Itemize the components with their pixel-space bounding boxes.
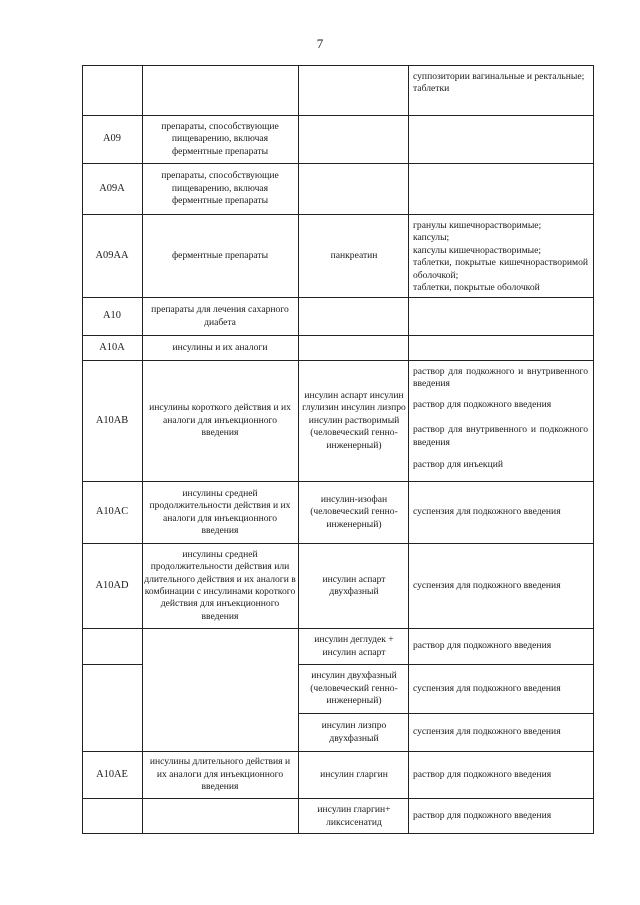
group-name: инсулины длительного действия и их аналоги для инъекционного введения — [149, 756, 291, 793]
substance-name: инсулин гларгин — [320, 768, 388, 780]
substance-name: инсулин аспарт инсулин глулизин инсулин лизпро инсулин растворимый (человеческий генно-инженерный) — [302, 389, 406, 451]
atc-code: A10AB — [95, 414, 129, 426]
dosage-form: таблетки, покрытые оболочкой — [413, 282, 540, 294]
substance-name: инсулин лизпро двухфазный — [321, 720, 387, 744]
dosage-forms-cell — [409, 665, 594, 713]
page-number: 7 — [316, 36, 324, 51]
dosage-form: раствор для подкожного введения — [413, 640, 552, 652]
group-name: препараты, способствующие пищеварению, включая ферментные препараты — [161, 120, 279, 157]
dosage-forms-cell — [409, 752, 594, 798]
substance-name: панкреатин — [330, 249, 378, 261]
atc-code: A09A — [99, 182, 125, 194]
substance-name: инсулин аспарт двухфазный — [322, 573, 386, 597]
substance-name: инсулин двухфазный (человеческий генно-инженерный) — [310, 670, 398, 707]
dosage-forms-cell — [409, 482, 594, 543]
dosage-form: капсулы кишечнорастворимые; — [413, 244, 542, 256]
atc-code: A09 — [103, 133, 121, 145]
atc-code: A10A — [99, 341, 125, 353]
dosage-form: суспензия для подкожного введения — [413, 682, 561, 694]
medication-table — [82, 65, 594, 834]
dosage-form: раствор для подкожного введения — [413, 810, 552, 822]
dosage-form: гранулы кишечнорастворимые; — [413, 220, 542, 231]
dosage-form: раствор для инъекций — [413, 459, 503, 471]
atc-code: A10AC — [95, 506, 129, 518]
dosage-forms-cell — [409, 799, 594, 834]
group-name: инсулины средней продолжительности действия и их аналоги для инъекционного введения — [149, 487, 291, 536]
group-name: инсулины короткого действия и их аналоги для инъекционного введения — [149, 402, 291, 439]
group-name: препараты для лечения сахарного диабета — [151, 304, 289, 328]
dosage-forms-cell — [409, 71, 594, 96]
substance-name: инсулин-изофан (человеческий генно-инженерный) — [310, 493, 398, 530]
atc-code: A10AE — [96, 768, 128, 780]
dosage-form: суспензия для подкожного введения — [413, 726, 561, 738]
dosage-form: таблетки — [413, 83, 450, 95]
substance-name: инсулин гларгин+ ликсисенатид — [317, 804, 391, 828]
dosage-form: таблетки, покрытые кишечнорастворимой оболочкой; — [413, 257, 588, 281]
atc-code: A10AD — [95, 579, 129, 591]
dosage-form: суспензия для подкожного введения — [413, 506, 561, 518]
dosage-form: капсулы; — [413, 232, 450, 244]
dosage-forms-cell — [409, 714, 594, 751]
substance-name: инсулин деглудек + инсулин аспарт — [314, 634, 394, 658]
dosage-form: суспензия для подкожного введения — [413, 579, 561, 591]
atc-code: A09AA — [95, 249, 129, 261]
dosage-form: раствор для подкожного введения — [413, 398, 552, 410]
dosage-forms-cell — [409, 544, 594, 628]
dosage-form: раствор для подкожного введения — [413, 768, 552, 780]
dosage-forms-cell — [409, 629, 594, 664]
group-name: ферментные препараты — [171, 249, 269, 261]
group-name: препараты, способствующие пищеварению, включая ферментные препараты — [161, 170, 279, 207]
group-name: инсулины средней продолжительности действия или длительного действия и их аналоги в комбинации с инсулинами короткого действия для инъекционного введения — [144, 548, 296, 622]
dosage-form: раствор для внутривенного и подкожного введения — [413, 424, 588, 448]
atc-code: A10 — [103, 310, 121, 322]
dosage-forms-cell — [409, 366, 594, 471]
dosage-form: раствор для подкожного и внутривенного введения — [413, 366, 588, 390]
dosage-forms-cell — [409, 220, 594, 294]
group-name: инсулины и их аналоги — [172, 341, 268, 353]
dosage-form: суппозитории вагинальные и ректальные; — [413, 71, 585, 82]
